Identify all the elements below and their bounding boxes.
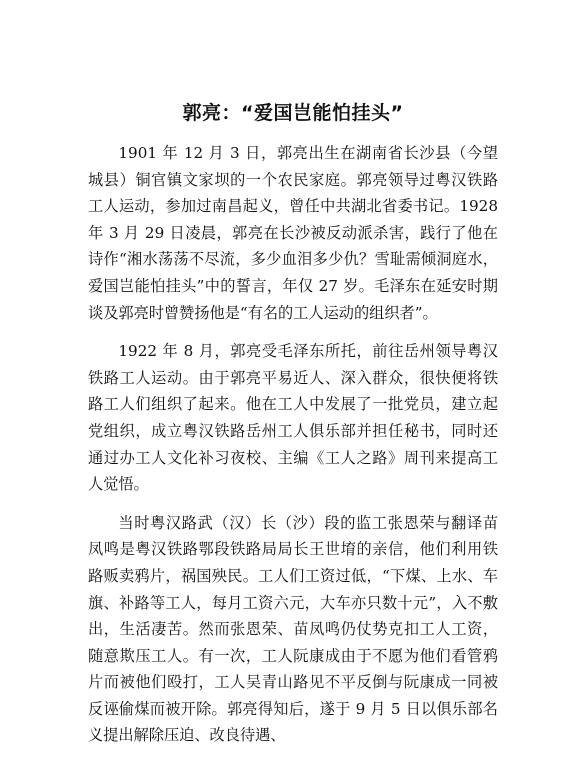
paragraph-3: 当时粤汉路武（汉）长（沙）段的监工张恩荣与翻译苗凤鸣是粤汉铁路鄂段铁路局局长王世堉的亲信，他们利用铁路贩卖鸦片，祸国殃民。工人们工资过低，“下煤、上水、车旗、补路等工人，每月工资六元，大车亦只数十元”，入不敷出，生活凄苦。然而张恩荣、苗凤鸣仍仗势克扣工人工资，随意欺压工人。有一次，工人阮康成由于不愿为他们看管鸦片而被他们殴打，工人吴青山路见不平反倒与阮康成一同被反诬偷煤而被开除。郭亮得知后，遂于 9 月 5 日以俱乐部名义提出解除压迫、改良待遇、 xyxy=(88,513,498,745)
paragraph-2: 1922 年 8 月，郭亮受毛泽东所托，前往岳州领导粤汉铁路工人运动。由于郭亮平易近人、深入群众，很快便将铁路工人们组织了起来。他在工人中发展了一批党员，建立起党组织，成立粤汉铁路岳州工人俱乐部并担任秘书，同时还通过办工人文化补习夜校、主编《工人之路》周刊来提高工人觉悟。 xyxy=(88,342,498,494)
article-title: 郭亮：“爱国岂能怕挂头” xyxy=(182,102,404,124)
document-page xyxy=(88,100,498,761)
paragraph-1: 1901 年 12 月 3 日，郭亮出生在湖南省长沙县（今望城县）铜官镇文家坝的一个农民家庭。郭亮领导过粤汉铁路工人运动，参加过南昌起义，曾任中共湖北省委书记。1928 年 3 月 29 日凌晨，郭亮在长沙被反动派杀害，践行了他在诗作“湘水荡荡不尽流，多少血泪多少仇？雪耻需倾洞庭水，爱国岂能怕挂头”中的誓言，年仅 27 岁。毛泽东在延安时期谈及郭亮时曾赞扬他是“有名的工人运动的组织者”。 xyxy=(88,144,498,322)
